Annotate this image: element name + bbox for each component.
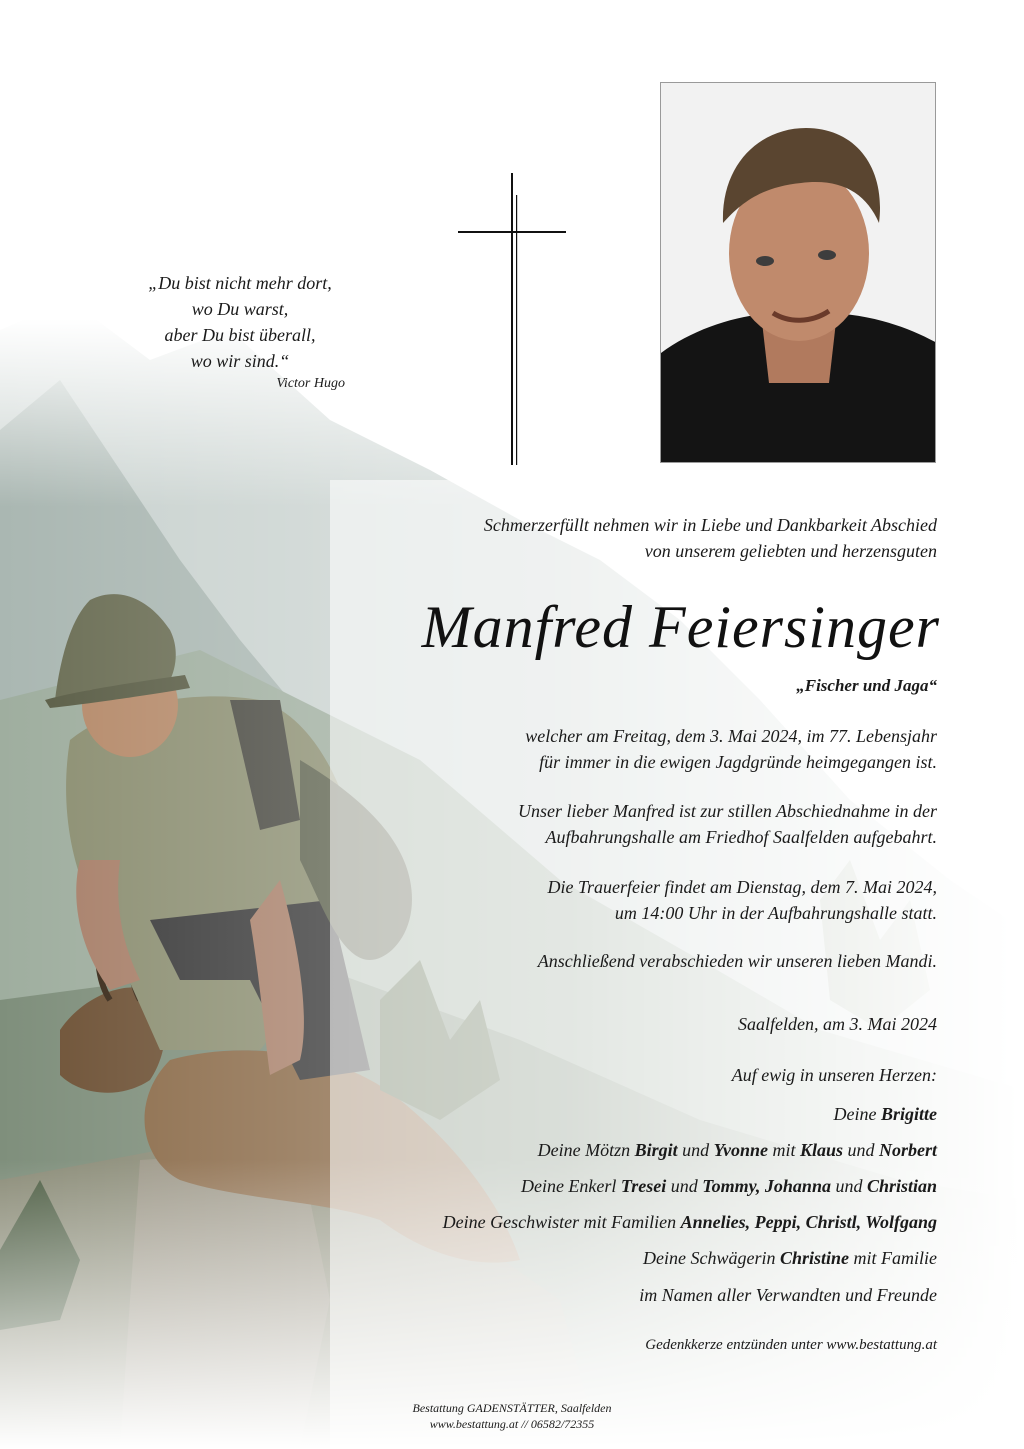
quote-line: wo wir sind.“: [190, 351, 290, 371]
place-date: Saalfelden, am 3. Mai 2024: [738, 1014, 937, 1034]
quote-author: Victor Hugo: [276, 376, 345, 391]
family-name: Annelies, Peppi, Christl, Wolfgang: [680, 1212, 937, 1232]
funeral-home-footer: [300, 1400, 724, 1432]
funeral-paragraph: [300, 874, 937, 926]
portrait-illustration: [661, 83, 936, 463]
quote-line: „Du bist nicht mehr dort,: [148, 273, 332, 293]
quote-line: aber Du bist überall,: [164, 325, 316, 345]
death-notice-paragraph: [300, 723, 937, 775]
footer-company: Bestattung GADENSTÄTTER, Saalfelden: [412, 1401, 612, 1415]
family-line-wife: Deine Brigitte: [833, 1104, 937, 1124]
farewell-paragraph: [300, 948, 937, 974]
family-line-daughters: Deine Mötzn Birgit und Yvonne mit Klaus und Norbert: [537, 1140, 937, 1160]
family-name: Birgit: [634, 1140, 678, 1160]
viewing-paragraph: [300, 798, 937, 850]
memorial-candle-note: Gedenkkerze entzünden unter www.bestattung.at: [645, 1337, 937, 1353]
paragraph-line: welcher am Freitag, dem 3. Mai 2024, im 77. Lebensjahr: [525, 726, 937, 746]
cross-icon: [458, 173, 566, 465]
paragraph-line: Die Trauerfeier findet am Dienstag, dem 7. Mai 2024,: [547, 877, 937, 897]
footer-contact: www.bestattung.at // 06582/72355: [429, 1417, 595, 1431]
family-heading: Auf ewig in unseren Herzen:: [731, 1065, 937, 1085]
family-name: Klaus: [799, 1140, 843, 1160]
paragraph-line: Aufbahrungshalle am Friedhof Saalfelden aufgebahrt.: [545, 827, 937, 847]
paragraph-line: Unser lieber Manfred ist zur stillen Abschiednahme in der: [518, 801, 937, 821]
family-name: Tommy, Johanna: [702, 1176, 831, 1196]
intro-line: von unserem geliebten und herzensguten: [644, 541, 937, 561]
portrait-photo: [660, 82, 936, 463]
quote-line: wo Du warst,: [191, 299, 289, 319]
family-name: Norbert: [879, 1140, 937, 1160]
quote-block: [120, 270, 360, 374]
paragraph-line: Anschließend verabschieden wir unseren lieben Mandi.: [537, 951, 937, 971]
deceased-name: Manfred Feiersinger: [421, 594, 940, 660]
family-line-relatives: im Namen aller Verwandten und Freunde: [639, 1285, 937, 1305]
intro-line: Schmerzerfüllt nehmen wir in Liebe und Dankbarkeit Abschied: [483, 515, 937, 535]
family-line-sister-in-law: Deine Schwägerin Christine mit Familie: [643, 1248, 937, 1268]
intro-text: [300, 512, 937, 564]
deceased-nickname: „Fischer und Jaga“: [796, 676, 937, 695]
family-name: Tresei: [620, 1176, 667, 1196]
family-name: Yvonne: [713, 1140, 768, 1160]
family-name: Brigitte: [880, 1104, 937, 1124]
family-line-siblings: Deine Geschwister mit Familien Annelies, Peppi, Christl, Wolfgang: [442, 1212, 937, 1232]
family-name: Christine: [779, 1248, 849, 1268]
family-line-grandchildren: Deine Enkerl Tresei und Tommy, Johanna und Christian: [520, 1176, 937, 1196]
paragraph-line: für immer in die ewigen Jagdgründe heimgegangen ist.: [539, 752, 937, 772]
family-name: Christian: [866, 1176, 937, 1196]
paragraph-line: um 14:00 Uhr in der Aufbahrungshalle statt.: [614, 903, 937, 923]
